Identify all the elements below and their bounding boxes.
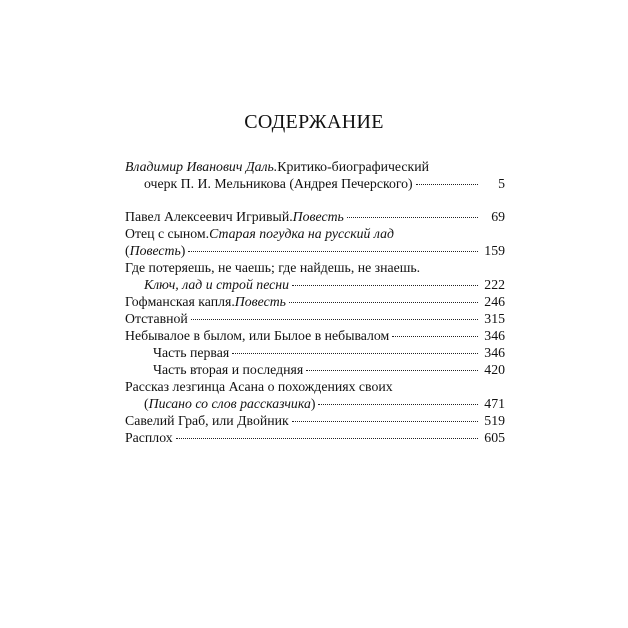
toc-line: [125, 175, 505, 192]
dot-leader: [416, 184, 478, 185]
toc-line: [125, 344, 505, 361]
open-paren: (: [144, 396, 149, 411]
toc-page-number: 5: [498, 176, 505, 191]
toc-line: [125, 429, 505, 446]
toc-subtitle: Писано со слов рассказчика: [148, 396, 311, 411]
toc-entry-title: Отец с сыном.: [125, 226, 210, 241]
toc-page-number: 605: [484, 430, 505, 445]
toc-entry-title: Критико-биографический: [277, 159, 429, 174]
toc-line: [125, 361, 505, 378]
toc-line: [125, 158, 505, 175]
toc-line: [125, 293, 505, 310]
toc-author: Владимир Иванович Даль.: [125, 159, 278, 174]
toc-line: [125, 208, 505, 225]
open-paren: (: [125, 243, 130, 258]
toc-genre: Повесть: [234, 294, 286, 309]
page-title: СОДЕРЖАНИЕ: [244, 111, 384, 133]
toc-line: [125, 412, 505, 429]
dot-leader: [318, 404, 478, 405]
toc-genre: Повесть: [292, 209, 344, 224]
dot-leader: [289, 302, 478, 303]
toc-page-number: 519: [484, 413, 505, 428]
toc-line: [125, 276, 505, 293]
toc-entry-title: Часть первая: [153, 345, 230, 360]
toc-entry-title: Расплох: [125, 430, 173, 445]
close-paren: ): [180, 243, 186, 258]
dot-leader: [392, 336, 478, 337]
toc-page-number: 346: [484, 345, 505, 360]
toc-subtitle: Старая погудка на русский лад: [209, 226, 394, 241]
toc-line: [125, 225, 505, 242]
toc-page-number: 420: [484, 362, 505, 377]
toc-entry-title: Отставной: [125, 311, 188, 326]
toc-genre: Повесть: [129, 243, 181, 258]
toc-page-number: 159: [484, 243, 505, 258]
toc-entry-title: очерк П. И. Мельникова (Андрея Печерского): [144, 176, 413, 191]
toc-entry-title: Гофманская капля.: [125, 294, 235, 309]
toc-page-number: 315: [484, 311, 505, 326]
toc-line: [125, 242, 505, 259]
toc-line: [125, 378, 505, 395]
dot-leader: [306, 370, 478, 371]
dot-leader: [191, 319, 478, 320]
toc-entry-title: Рассказ лезгинца Асана о похождениях своих: [125, 379, 393, 394]
dot-leader: [347, 217, 478, 218]
toc-page-number: 222: [484, 277, 505, 292]
dot-leader: [176, 438, 478, 439]
toc-line: [125, 395, 505, 412]
dot-leader: [292, 285, 478, 286]
toc-page-number: 246: [484, 294, 505, 309]
toc-line: [125, 327, 505, 344]
toc-entry-title: Небывалое в былом, или Былое в небывалом: [125, 328, 390, 343]
section-gap: [125, 192, 505, 208]
toc-entry-title: Павел Алексеевич Игривый.: [125, 209, 293, 224]
toc-entry-title: Часть вторая и последняя: [153, 362, 304, 377]
toc-entry-title: Где потеряешь, не чаешь; где найдешь, не знаешь.: [125, 260, 421, 275]
close-paren: ): [310, 396, 316, 411]
dot-leader: [292, 421, 478, 422]
toc-line: [125, 259, 505, 276]
toc-page-number: 69: [491, 209, 505, 224]
toc-page-number: 471: [484, 396, 505, 411]
dot-leader: [232, 353, 478, 354]
toc-entry-title: Савелий Граб, или Двойник: [125, 413, 289, 428]
toc-subtitle: Ключ, лад и строй песни: [144, 277, 290, 292]
toc-line: [125, 310, 505, 327]
dot-leader: [188, 251, 478, 252]
table-of-contents: [125, 158, 505, 446]
toc-page-number: 346: [484, 328, 505, 343]
